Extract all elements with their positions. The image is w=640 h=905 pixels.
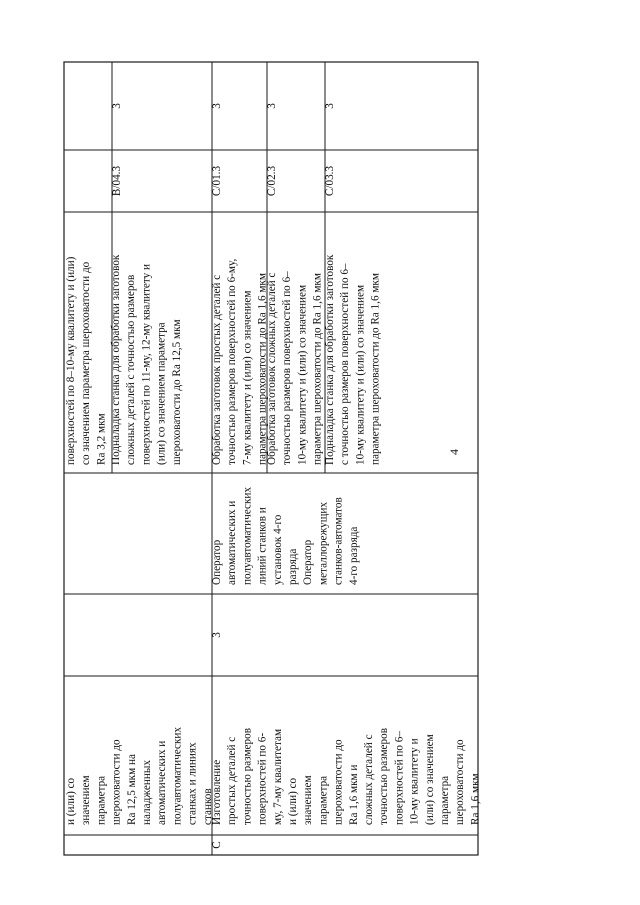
labor-cell-line: Обработка заготовок простых деталей с [211, 274, 223, 465]
function-cell-line: му, 7-му квалитетам [271, 728, 284, 825]
professions-cell [211, 487, 360, 585]
qualification-level: 3 [211, 632, 223, 638]
labor-cell-line: поверхностей по 8–10-му квалитету и (или) [65, 256, 77, 465]
labor-cell [211, 259, 269, 465]
function-cell-line: станков [201, 788, 214, 825]
function-cell-line: станках и линиях [186, 742, 199, 825]
function-cell-line: поверхностей по 6– [393, 731, 406, 825]
labor-cell-line: параметра шероховатости до Ra 1,6 мкм [256, 273, 269, 465]
labor-cell-line: Подналадка станка для обработки заготовок [110, 254, 122, 465]
labor-cell [110, 254, 183, 465]
professions-cell-line: металлорежущих [317, 502, 330, 585]
labor-cell-line: со значением параметра шероховатости до [80, 261, 93, 465]
function-cell-line: Ra 1,6 мкм [469, 773, 482, 825]
function-cell-line: сложных деталей с [363, 734, 375, 825]
function-cell-line: значением [80, 775, 93, 825]
labor-cell-line: (или) со значением параметра [155, 322, 168, 465]
function-cell-line: простых деталей с [226, 736, 239, 825]
labor-cell [324, 254, 382, 465]
page-number: 4 [446, 449, 461, 455]
labor-cell-line: Обработка заготовок сложных деталей с [266, 272, 278, 465]
labor-cell-line: поверхностей по 11-му, 12-му квалитету и [140, 264, 153, 465]
professions-cell-line: станков-автоматов [332, 497, 345, 585]
function-cell-line: и (или) со [65, 777, 77, 825]
professions-cell-line: разряда [287, 548, 299, 585]
function-cell-line: 10-му квалитету и [408, 738, 421, 825]
function-cell-line: точностью размеров [378, 728, 391, 825]
function-cell-line: автоматических и [156, 740, 169, 825]
labor-cell-line: параметра шероховатости до Ra 1,6 мкм [369, 273, 382, 465]
labor-cell-line: с точностью размеров поверхностей по 6– [339, 263, 352, 465]
function-cell-line: полуавтоматических [171, 727, 184, 825]
function-cell-line: шероховатости до [454, 739, 467, 825]
function-cell-line: шероховатости до [110, 739, 123, 825]
labor-code: C/02.3 [266, 165, 278, 197]
function-cell-line: Ra 1,6 мкм и [347, 764, 360, 825]
labor-code: C/01.3 [211, 165, 223, 197]
generalized-function-code: C [211, 841, 223, 849]
professions-cell-line: автоматических и [226, 500, 239, 585]
professions-cell-line: Оператор [211, 539, 223, 585]
professions-cell-line: Оператор [302, 539, 315, 585]
labor-cell-line: 7-му квалитету и (или) со значением [241, 290, 254, 465]
labor-cell [266, 271, 324, 465]
qualification-level: 3 [324, 103, 336, 109]
function-cell-line: параметра [95, 775, 108, 825]
function-cell-line: значением [302, 775, 315, 825]
function-cell [211, 728, 481, 825]
function-cell-line: параметра [439, 775, 451, 825]
function-cell [65, 727, 214, 825]
labor-cell-line: 10-му квалитету и (или) со значением [296, 284, 309, 465]
labor-cell-line: точностью размеров поверхностей по 6– [281, 271, 294, 465]
labor-cell-line: Ra 3,2 мкм [95, 413, 108, 465]
labor-cell-line: 10-му квалитету и (или) со значением [354, 284, 367, 465]
professions-cell-line: полуавтоматических [241, 487, 254, 585]
function-cell-line: наладженных [141, 760, 153, 825]
labor-cell-line: шероховатости до Ra 12,5 мкм [170, 319, 183, 465]
labor-cell-line: точностью размеров поверхностей по 6-му, [226, 258, 239, 465]
professions-cell-line: 4-го разряда [347, 526, 360, 585]
professions-cell-line: установок 4-го [271, 514, 284, 585]
qualification-level: 3 [111, 103, 123, 109]
function-cell-line: шероховатости до [332, 739, 345, 825]
qualification-level: 3 [266, 103, 278, 109]
labor-cell-line: Подналадка станка для обработки заготовок [324, 254, 336, 465]
function-cell-line: поверхностей по 6- [256, 732, 269, 825]
labor-cell [65, 256, 107, 465]
function-cell-line: Изготовление [211, 759, 223, 825]
labor-cell-line: сложных деталей с точностью размеров [125, 274, 138, 465]
labor-code: B/04.3 [111, 165, 123, 197]
function-cell-line: Ra 12,5 мкм на [125, 754, 138, 825]
professions-cell-line: линий станков и [256, 507, 269, 585]
function-cell-line: точностью размеров [241, 728, 254, 825]
function-cell-line: и (или) со [287, 777, 299, 825]
function-cell-line: параметра [317, 775, 330, 825]
labor-code: C/03.3 [324, 165, 336, 197]
labor-cell-line: параметра шероховатости до Ra 1,6 мкм [311, 273, 324, 465]
competency-table [64, 62, 481, 855]
qualification-level: 3 [211, 103, 223, 109]
function-cell-line: (или) со значением [423, 734, 436, 825]
